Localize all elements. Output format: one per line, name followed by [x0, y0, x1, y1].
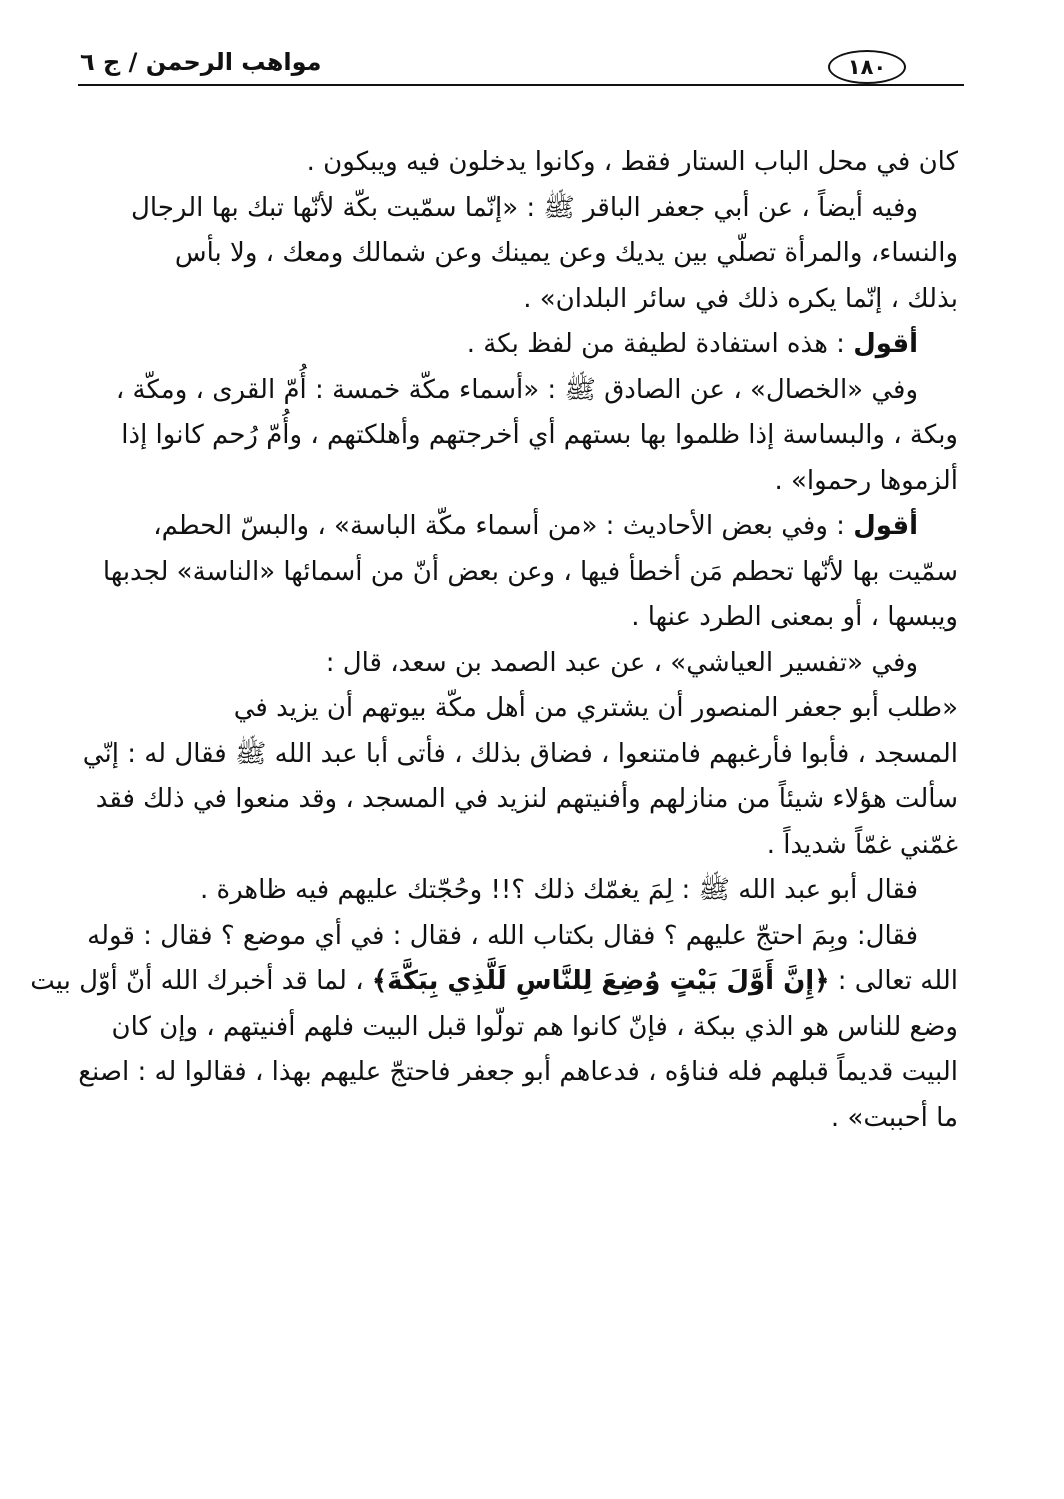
text-line [30, 959, 958, 1005]
text-line [100, 231, 958, 277]
line-text: وبكة ، والبساسة إذا ظلموا بها بستهم أي أخرجتهم وأهلكتهم ، وأُمّ رُحم كانوا إذا [121, 420, 958, 450]
page-number: ١٨٠ [828, 50, 906, 84]
text-line [100, 1096, 958, 1142]
header-rule [78, 84, 964, 86]
text-line [100, 140, 958, 186]
text-line [100, 868, 958, 914]
line-text: المسجد ، فأبوا فأرغبهم فامتنعوا ، فضاق بذلك ، فأتى أبا عبد الله ﷺ فقال له : إنّي [82, 738, 958, 769]
text-line [100, 413, 958, 459]
text-line [100, 1005, 958, 1051]
line-text: «طلب أبو جعفر المنصور أن يشتري من أهل مكّة بيوتهم أن يزيد في [233, 693, 958, 723]
text-line [100, 459, 958, 505]
page-header [78, 40, 964, 86]
line-text: كان في محل الباب الستار فقط ، وكانوا يدخلون فيه ويبكون . [306, 147, 958, 177]
line-text: وفي «الخصال» ، عن الصادق ﷺ : «أسماء مكّة خمسة : أُمّ القرى ، ومكّة ، [115, 374, 918, 405]
line-text: سألت هؤلاء شيئاً من منازلهم وأفنيتهم لنزيد في المسجد ، وقد منعوا في ذلك فقد [95, 784, 958, 814]
line-text: ويبسها ، أو بمعنى الطرد عنها . [631, 602, 958, 632]
line-text: البيت قديماً قبلهم فله فناؤه ، فدعاهم أبو جعفر فاحتجّ عليهم بهذا ، فقالوا له : اصنع [78, 1057, 958, 1087]
line-text: ألزموها رحموا» . [774, 465, 958, 496]
text-line [100, 368, 958, 414]
quran-verse: ﴿إِنَّ أَوَّلَ بَيْتٍ وُضِعَ لِلنَّاسِ لَلَّذِي بِبَكَّةَ﴾ [371, 966, 830, 996]
line-text: فقال أبو عبد الله ﷺ : لِمَ يغمّك ذلك ؟!! وحُجّتك عليهم فيه ظاهرة . [199, 875, 918, 905]
line-text: والنساء، والمرأة تصلّي بين يديك وعن يمينك وعن شمالك ومعك ، ولا بأس [174, 238, 958, 268]
line-prefix: الله تعالى : [829, 966, 958, 996]
text-line [82, 732, 958, 778]
line-text: ، لما قد أخبرك الله أنّ أوّل بيت [30, 966, 364, 996]
text-line [78, 1050, 958, 1096]
line-text: : وفي بعض الأحاديث : «من أسماء مكّة الباسة» ، والبسّ الحطم، [153, 511, 845, 541]
body-text [30, 140, 958, 1141]
line-text: غمّني غمّاً شديداً . [766, 829, 958, 860]
text-line [100, 595, 958, 641]
text-line [95, 777, 958, 823]
line-text: بذلك ، إنّما يكره ذلك في سائر البلدان» . [523, 283, 958, 314]
text-line [100, 504, 958, 550]
text-line [100, 823, 958, 869]
line-text: سمّيت بها لأنّها تحطم مَن أخطأ فيها ، وعن بعض أنّ من أسمائها «الناسة» لجدبها [102, 556, 958, 587]
line-text: ما أحببت» . [830, 1102, 958, 1133]
text-line [100, 277, 958, 323]
lead-word: أقول [853, 511, 918, 541]
line-text: وفي «تفسير العياشي» ، عن عبد الصمد بن سعد، قال : [325, 647, 918, 678]
text-line [100, 186, 958, 232]
line-text: فقال: وبِمَ احتجّ عليهم ؟ فقال بكتاب الله ، فقال : في أي موضع ؟ فقال : قوله [87, 920, 918, 951]
text-line [87, 914, 958, 960]
text-line [100, 322, 958, 368]
line-text: وضع للناس هو الذي ببكة ، فإنّ كانوا هم تولّوا قبل البيت فلهم أفنيتهم ، وإن كان [111, 1011, 958, 1042]
text-line [100, 550, 958, 596]
lead-word: أقول [853, 329, 918, 359]
text-line [100, 641, 958, 687]
running-title: مواهب الرحمن / ج ٦ [80, 48, 322, 76]
line-text: : هذه استفادة لطيفة من لفظ بكة . [466, 329, 845, 359]
line-text: وفيه أيضاً ، عن أبي جعفر الباقر ﷺ : «إنّما سمّيت بكّة لأنّها تبك بها الرجال [131, 192, 918, 223]
text-line [100, 686, 958, 732]
